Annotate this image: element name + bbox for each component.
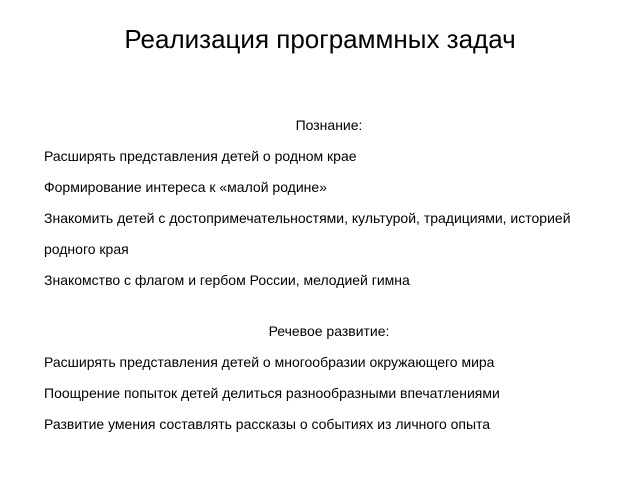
speech-item: Поощрение попыток детей делиться разнообразными впечатлениями xyxy=(44,385,500,401)
cognition-item: Знакомство с флагом и гербом России, мелодией гимна xyxy=(44,272,410,288)
cognition-item: родного края xyxy=(44,241,129,257)
slide-content xyxy=(44,117,600,433)
speech-item: Развитие умения составлять рассказы о событиях из личного опыта xyxy=(44,416,491,432)
section-heading-speech: Речевое развитие: xyxy=(268,323,390,339)
cognition-item: Расширять представления детей о родном крае xyxy=(44,148,357,164)
speech-item: Расширять представления детей о многообразии окружающего мира xyxy=(44,354,495,370)
cognition-item: Знакомить детей с достопримечательностями, культурой, традициями, историей xyxy=(44,210,571,226)
cognition-item: Формирование интереса к «малой родине» xyxy=(44,179,327,195)
slide-title: Реализация программных задач xyxy=(124,24,516,54)
section-heading-cognition: Познание: xyxy=(295,117,363,133)
